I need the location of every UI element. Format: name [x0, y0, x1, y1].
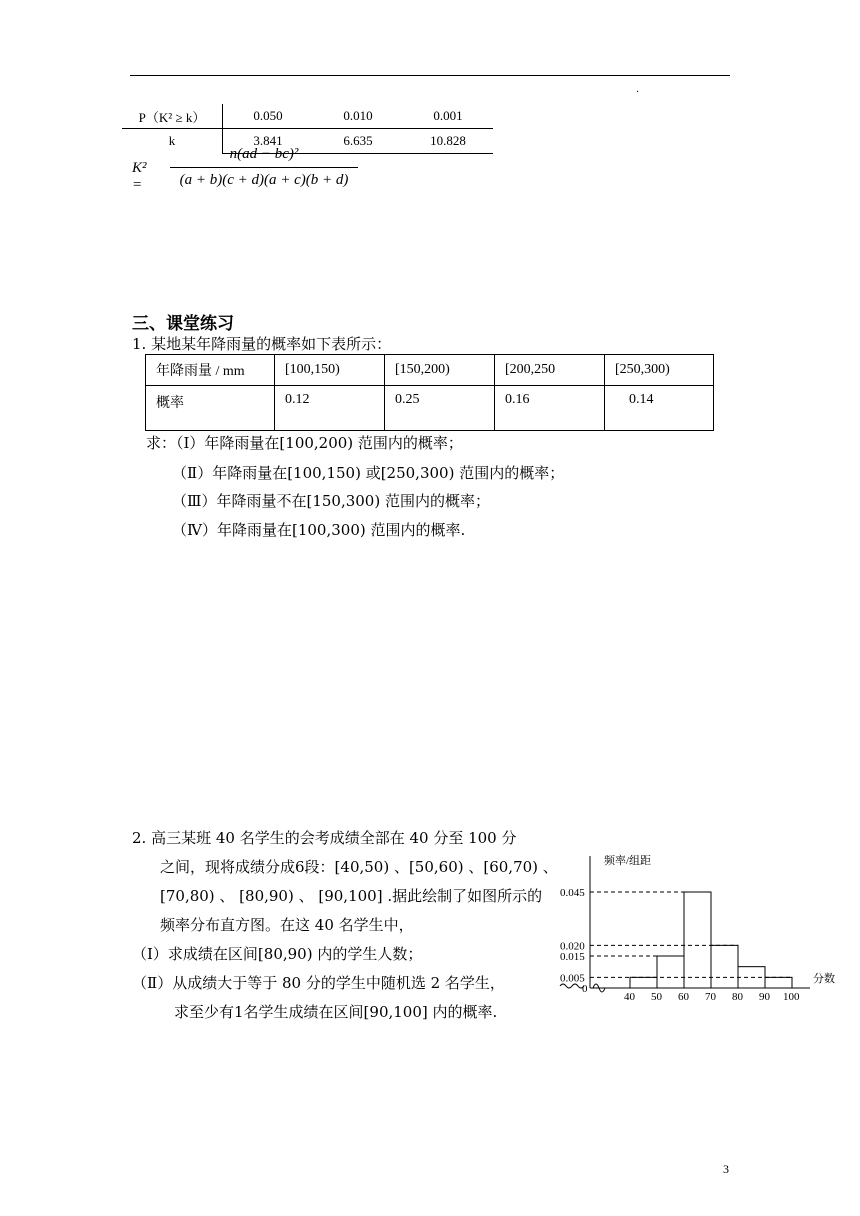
q1-ask: 求：（Ⅰ）年降雨量在[100,200) 范围内的概率；	[146, 434, 463, 452]
q1-part: （Ⅱ）年降雨量在[100,150) 或[250,300) 范围内的概率；	[172, 464, 565, 482]
rainfall-header-cell: [200,250	[495, 355, 605, 386]
k-table-p-value: 0.010	[343, 108, 373, 123]
k-table-row1-label: P（K² ≥ k）	[122, 104, 223, 129]
rainfall-value-cell: 0.12	[275, 386, 385, 431]
q2-line: 2. 高三某班 40 名学生的会考成绩全部在 40 分至 100 分	[132, 829, 517, 847]
k-table-p-value: 0.050	[253, 108, 283, 123]
histogram-bar	[711, 945, 738, 988]
rainfall-header-cell: [100,150)	[275, 355, 385, 386]
rainfall-value-cell: 0.25	[385, 386, 495, 431]
y-tick-label: 0.045	[560, 887, 585, 899]
rainfall-value-cell: 0.14	[605, 386, 714, 431]
y-tick-label: 0.005	[560, 972, 585, 985]
q2-line: 频率分布直方图。在这 40 名学生中，	[160, 916, 414, 934]
formula-numerator: n(ad − bc)²	[170, 146, 358, 168]
y-tick-label: 0.020	[560, 940, 585, 953]
page-number: 3	[723, 1162, 729, 1176]
k-table-row2-label: k	[122, 129, 223, 154]
x-tick-label: 50	[651, 991, 662, 1003]
x-tick-label: 100	[783, 991, 800, 1003]
histogram-bar	[657, 956, 684, 988]
rainfall-header-cell: [250,300)	[605, 355, 714, 386]
rainfall-value-cell: 概率	[146, 386, 275, 431]
axis-break-mark	[560, 984, 584, 988]
x-tick-label: 70	[705, 991, 716, 1003]
q2-line: 之间，现将成绩分成6段：[40,50) 、[50,60) 、[60,70) 、	[160, 858, 558, 876]
origin-label: 0	[582, 983, 588, 995]
k-table-k-value: 3.841	[223, 129, 314, 154]
k-table-k-value: 6.635	[313, 129, 403, 154]
q2-line: [70,80) 、 [80,90) 、 [90,100] .据此绘制了如图所示的	[160, 887, 543, 905]
q1-part: （Ⅳ）年降雨量在[100,300) 范围内的概率.	[172, 521, 466, 539]
rainfall-header-cell: [150,200)	[385, 355, 495, 386]
x-tick-label: 40	[624, 991, 635, 1003]
rainfall-value-cell: 0.16	[495, 386, 605, 431]
formula-fraction	[170, 146, 358, 189]
q2-line: （Ⅱ）从成绩大于等于 80 分的学生中随机选 2 名学生，	[132, 974, 505, 992]
histogram-bar	[684, 892, 711, 988]
x-tick-label: 90	[759, 991, 770, 1003]
frequency-histogram	[555, 848, 845, 1008]
q1-part: （Ⅲ）年降雨量不在[150,300) 范围内的概率；	[172, 492, 490, 510]
x-axis-label: 分数	[813, 973, 835, 985]
rainfall-table	[145, 354, 714, 431]
header-dot: .	[636, 84, 640, 95]
q1-stem: 1. 某地某年降雨量的概率如下表所示：	[132, 335, 392, 353]
q2-line: 求至少有1名学生成绩在区间[90,100] 内的概率.	[174, 1003, 498, 1021]
k-table-k-value: 10.828	[403, 129, 493, 154]
section-title: 三、课堂练习	[132, 314, 234, 334]
x-tick-label: 60	[678, 991, 689, 1003]
histogram-bar	[630, 977, 657, 988]
rainfall-header-cell: 年降雨量 / mm	[146, 355, 275, 386]
q2-line: （Ⅰ）求成绩在区间[80,90) 内的学生人数；	[132, 945, 423, 963]
x-tick-label: 80	[732, 991, 743, 1003]
formula-lhs: K² =	[132, 160, 147, 193]
k-table-p-value: 0.001	[433, 108, 463, 123]
header-rule	[130, 75, 730, 76]
y-tick-label: 0.015	[560, 951, 585, 963]
histogram-bar	[765, 977, 792, 988]
y-axis-label: 频率/组距	[604, 855, 652, 867]
formula-denominator: (a + b)(c + d)(a + c)(b + d)	[179, 172, 349, 188]
